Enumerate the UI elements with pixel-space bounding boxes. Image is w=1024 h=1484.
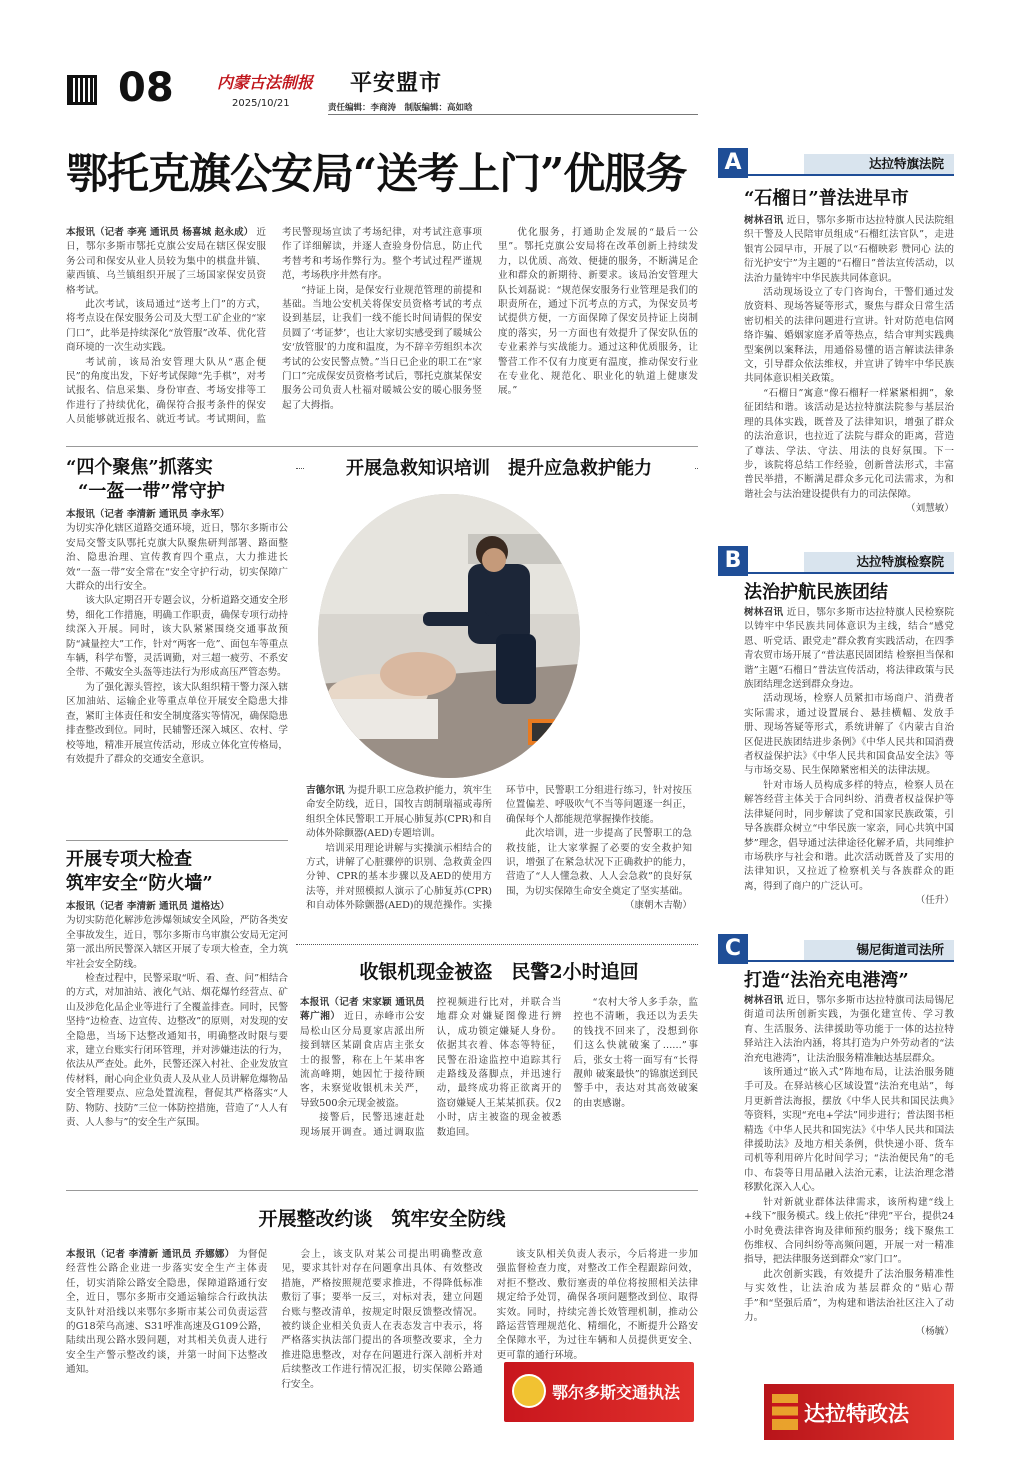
col-b-title: 法治护航民族团结 [744,582,888,603]
col-a-letter: A [718,148,748,178]
col-a-paragraph: 近日，鄂尔多斯市达拉特旗人民法院组织干警及人民陪审员组成“石榴红法官队”，走进银宵公园早市，开展了以“石榴映彩 赞同心 法的衍光护安宁”为主题的“石榴日”普法宣传活动，以法治力量铸牢中华民族共同体意识。 [744,215,954,284]
cash-headline: 收银机现金被盗 民警2小时追回 [359,961,639,983]
rectify-byline: 本报讯（记者 李清新 通讯员 乔娜娜） [66,1249,235,1260]
banner-right [764,1384,954,1440]
banner-left-text: 鄂尔多斯交通执法 [552,1383,681,1402]
col-b-body [744,606,954,930]
masthead-rule [328,114,698,115]
cash-body [300,996,698,1170]
first-aid-photo [318,494,580,778]
section-title: 平安盟市 [350,71,443,96]
article-four-focus [66,456,288,870]
banner-right-text: 达拉特政法 [804,1402,909,1426]
rectify-paragraph: 为督促经营性公路企业进一步落实安全生产主体责任，切实消除公路安全隐患，保障道路通行安全，近日，鄂尔多斯市交通运输综合行政执法支队针对沿线以来鄂尔多斯市某公司负责运营的G18荣乌高速、S31呼准高速及G109公路，陆续出现公路水毁问题，对其相关负责人进行安全生产警示整改约谈，并第一时间下达整改通知。 [66,1249,268,1376]
col-c-label: 锡尼街道司法所 [804,940,954,960]
col-b-paragraph: 近日，鄂尔多斯市达拉特旗人民检察院以铸牢中华民族共同体意识为主线，结合“感党恩、听党话、跟党走”群众教育实践活动，在四季青农贸市场开展了“普法惠民固团结 检察担当保和谐”主题“石榴日”普法宣传活动，将法律政策与民族团结理念送到群众身边。 [744,607,954,691]
four-focus-paragraph: 该大队定期召开专题会议，分析道路交通安全形势，细化工作措施，明确工作职责，确保专项行动持续深入开展。同时，该大队紧紧围绕交通事故预防“减量控大”工作，针对“两客一危”、面包车等重点车辆，科学布警，灵活调勤，对三超一疲劳、不系安全带、不戴安全头盔等违法行为形成高压严管态势。 [66,595,288,679]
col-c-paragraph: 近日，鄂尔多斯市达拉特旗司法局锡尼街道司法所创新实践，为强化建宣传、学习教育、生活服务、法律援助等功能于一体的达拉特驿站注入法治内涵，将其打造为户外劳动者的“法治充电港湾”，让法治服务精准触达基层群众。 [744,995,954,1064]
col-b-byline: 树林召讯 [744,607,784,618]
first-aid-signature: （康朝木吉勒） [624,900,692,912]
col-b-rule [748,572,954,574]
bottom-rule [66,1190,698,1191]
lead-paragraph: 考试前，该局治安管理大队从“惠企便民”的角度出发，下好考试保障“先手棋”，对考试报名、信息采集、身份审查、考场安排等工作进行了持续优化，确保符合报考条件的保安人员能够就近报名、就近考试。考试期间，监考民警现场宣读了考场纪律，对考试注意事项作了详细解读，并逐人查验身份信息，防止代考替考和考场作弊行为。整个考试过程严谨规范，考场秩序井然有序。 [66,227,482,426]
first-aid-paragraph: 培训采用理论讲解与实操演示相结合的方式，讲解了心脏骤停的识别、急救黄金四分钟、CPR的基本步骤以及AED的使用方法等，并对照模拟人演示了心肺复苏(CPR)和自动体外除颤器(AED)的规范操作。实操环节中，民警职工分组进行练习，针对按压位置偏差、呼吸吹气不当等问题逐一纠正，确保每个人都能规范掌握操作技能。 [306,785,692,912]
col-c-header [718,934,954,964]
cpr-training-photo-icon [318,494,580,778]
banner-left [504,1362,694,1422]
lead-headline: 鄂托克旗公安局“送考上门”优服务 [66,149,687,198]
issue-date: 2025/10/21 [232,98,290,109]
pagoda-icon [772,1394,798,1430]
col-a-title: “石榴日”普法进早市 [744,188,909,209]
col-c-title: 打造“法治充电港湾” [744,970,909,991]
cash-paragraph: “农村大爷人多手杂，监控也不清晰，我还以为丢失的钱找不回来了，没想到你们这么快就破案了……”事后，张女士将一面写有“长得靓帅 破案最快”的锦旗送到民警手中，表达对其高效破案的由衷感谢。 [573,997,698,1109]
rectify-paragraph: 会上，该支队对某公司提出明确整改意见，要求其针对存在问题拿出具体、有效整改措施，严格按照规范要求推进，不得降低标准敷衍了事；要举一反三，对标对表，建立问题台账与整改清单，按规定时限反馈整改情况。被约谈企业相关负责人在表态发言中表示，将严格落实执法部门提出的各项整改要求，全力推进隐患整改，对存在问题进行深入剖析并对后续整改工作进行情况汇报，切实保障公路通行安全。 [281,1249,483,1390]
cash-paragraph: 接警后，民警迅速赶赴现场展开调查。通过调取监控视频进行比对，并联合当地群众对嫌疑图像进行辨认，成功锁定嫌疑人身份。依据其衣着、体态等特征，民警在沿途监控中追踪其行走路线及落脚点，并迅速行动，最终成功将正欲离开的盗窃嫌疑人王某某抓获。仅2小时，店主被盗的现金被悉数追回。 [300,997,562,1138]
col-c-byline: 树林召讯 [744,995,784,1006]
emblem-icon [512,1374,546,1408]
four-focus-body [66,508,288,870]
first-aid-frame-bottom [296,944,698,945]
fire-title-2: 筑牢安全“防火墙” [66,873,213,894]
lead-paragraph: 近日，鄂尔多斯市鄂托克旗公安局在辖区保安服务公司和保安从业人员较为集中的棋盘井镇、蒙西镇、乌兰镇组织开展了三场国家保安员资格考试。 [66,227,266,296]
lead-body [66,226,698,436]
lead-paragraph: “持证上岗，是保安行业规范管理的前提和基础。当地公安机关将保安员资格考试的考点设到基层，让我们一线不能长时间请假的保安员圆了‘考证梦’，也让大家切实感受到了暖城公安‘放管服’的力度和温度，为不辞辛劳组织本次考试的公安民警点赞。”当日已企业的职工在“家门口”完成保安员资格考试后，鄂托克旗某保安服务公司负责人杜福对暖城公安的暖心服务竖起了大拇指。 [282,284,482,411]
cash-paragraph: 近日，赤峰市公安局松山区分局夏家店派出所接到辖区某副食店店主张女士的报警，称在上午某串客流高峰期，她因忙于接待顾客，未察觉收银机未关严，导致500余元现金被盗。 [300,1011,425,1109]
col-b-paragraph: 针对市场人员构成多样的特点，检察人员在解答经营主体关于合同纠纷、消费者权益保护等法律疑问时，同步解读了党和国家民族政策，引导各族群众树立“中华民族一家亲，同心共筑中国梦”理念，倡导通过法律途径化解矛盾，共同维护市场秩序与社会和谐。此次活动既普及了实用的法律知识，又拉近了检察机关与各族群众的距离，得到了商户的广泛认可。 [744,779,954,892]
col-b-signature: （任升） [915,895,954,907]
col-a-paragraph: 活动现场设立了专门咨询台，干警们通过发放资料、现场答疑等形式，聚焦与群众日常生活密切相关的法律问题进行宣讲。针对防范电信网络诈骗、婚姻家庭矛盾等热点，结合审判实践典型案例以案释法，用通俗易懂的语言解读法律条文，引导群众依法维权，并宣讲了铸牢中华民族共同体意识相关政策。 [744,287,954,385]
first-aid-paragraph: 为提升职工应急救护能力，筑牢生命安全防线，近日，国牧吉朗制瑞福或毒所组织全体民警职工开展心肺复苏(CPR)和自动体外除颤器(AED)专题培训。 [306,785,492,840]
first-aid-paragraph: 此次培训，进一步提高了民警职工的急救技能，让大家掌握了必要的安全救护知识，增强了在紧急状况下正确救护的能力，营造了“人人懂急救、人人会急救”的良好氛围，为切实保障生命安全奠定了坚实基础。 [506,828,692,897]
page-number: 08 [118,65,174,111]
rectify-paragraph: 该支队相关负责人表示，今后将进一步加强监督检查力度，对整改工作全程跟踪问效，对拒不整改、敷衍塞责的单位将按照相关法律规定给予处罚，确保各项问题整改到位、取得实效。同时，持续完善长效管理机制，推动公路运营管理规范化、精细化，不断提升公路安全保障水平，为过往车辆和人员提供更安全、更可靠的通行环境。 [496,1249,698,1361]
paper-name: 内蒙古法制报 [217,73,314,92]
col-c-body [744,994,954,1360]
col-a-rule [748,174,954,176]
col-a-byline: 树林召讯 [744,215,784,226]
four-focus-paragraph: 为切实净化辖区道路交通环境，近日，鄂尔多斯市公安局交警支队鄂托克旗大队聚焦研判部署、路面整治、隐患治理、宣传教育四个重点，大力推进长效“一盔一带”安全常在“安全守护行动，切实保障广大群众的出行安全。 [66,523,288,593]
first-aid-byline: 吉德尔讯 [306,785,345,796]
cash-byline: 本报讯（记者 宋家颖 通讯员 蒋广湘） [300,997,425,1023]
lead-paragraph: 此次考试，该局通过“送考上门”的方式，将考点设在保安服务公司及大型工矿企业的“家门口”，此举是持续深化“放管服”改革、优化营商环境的一次生动实践。 [66,299,266,354]
four-focus-paragraph: 为了强化源头管控，该大队组织精干警力深入辖区加油站、运输企业等重点单位开展安全隐患大排查，紧盯主体责任和安全制度落实等情况，确保隐患排查整改到位。同时，民辅警还深入城区、农村、学校等地，精准开展宣传活动，形成立体化宣传格局，有效提升了群众的交通安全意识。 [66,681,288,765]
left-rule-1 [66,840,288,841]
qr-code-icon [67,75,97,105]
rectify-headline: 开展整改约谈 筑牢安全防线 [258,1208,506,1230]
fire-byline: 本报讯（记者 李清新 通讯员 道格达） [66,901,230,912]
editor-credits: 责任编辑：李商涛 制版编辑：高如晗 [328,103,473,113]
col-c-rule [748,960,954,962]
col-b-header [718,546,954,576]
col-c-signature: （杨毓） [915,1326,954,1338]
lead-paragraph: 优化服务，打通助企发展的“最后一公里”。鄂托克旗公安局将在改革创新上持续发力，以优质、高效、便捷的服务，不断满足企业和群众的新期待、新要求。该局治安管理大队长刘磊说：“规范保安服务行业管理是我们的职责所在，通过下沉考点的方式，为保安员考试提供方便，一方面保障了保安员持证上岗制度的落实，另一方面也有效提升了保安队伍的专业素养与实战能力。通过这种优质服务，让警营工作不仅有力度更有温度，推动保安行业在专业化、规范化、职业化的轨道上健康发展。” [498,227,698,397]
article-fire [66,848,288,1210]
col-c-letter: C [718,934,748,964]
four-focus-byline: 本报讯（记者 李清新 通讯员 李永军） [66,509,230,520]
col-b-letter: B [718,546,748,576]
four-focus-title-2: “一盔一带”常守护 [78,481,225,502]
col-b-paragraph: 活动现场，检察人员紧扣市场商户、消费者实际需求，通过设置展台、悬挂横幅、发放手册、现场答疑等形式，系统讲解了《内蒙古自治区促进民族团结进步条例》《中华人民共和国消费者权益保护法》《中华人民共和国食品安全法》等与市场交易、民生保障紧密相关的法律法规。 [744,693,954,777]
col-a-body [744,214,954,542]
col-b-label: 达拉特旗检察院 [804,552,954,572]
col-a-signature: （刘慧敏） [906,503,954,515]
lead-rule [66,446,698,447]
col-a-paragraph: “石榴日”寓意“像石榴籽一样紧紧相拥”，象征团结和谐。该活动是达拉特旗法院参与基层治理的具体实践，既普及了法律知识，增强了群众的法治意识，也拉近了法院与群众的距离，营造了尊法、学法、守法、用法的良好氛围。下一步，该院将总结工作经验，创新普法形式，丰富普民举措，不断满足群众多元化司法需求，为和谐社会与法治建设提供有力的司法保障。 [744,387,954,500]
col-c-paragraph: 该所通过“嵌入式”阵地布局，让法治服务随手可及。在驿站核心区域设置“法治充电站”，每月更新普法海报，摆放《中华人民共和国民法典》等资料，实现“充电+学法”同步进行；普法图书柜精选《中华人民共和国宪法》《中华人民共和国法律援助法》及地方相关条例，供快递小哥、货车司机等利用碎片化时间学习；“法治便民角”的毛巾、布袋等日用品融入法治元素，让法治理念潜移默化深入人心。 [744,1067,954,1194]
first-aid-headline: 开展急救知识培训 提升应急救护能力 [304,456,694,482]
lead-byline: 本报讯（记者 李亮 通讯员 杨喜城 赵永成） [66,227,254,238]
col-a-header [718,148,954,178]
col-c-paragraph: 针对新就业群体法律需求，该所构建“线上+线下”服务模式。线上依托“律兜”平台，提供24小时免费法律咨询及律师预约服务；线下聚焦工伤维权、合同纠纷等高频问题，开展一对一精准指导，把法律服务送到群众“家门口”。 [744,1196,954,1266]
four-focus-title-1: “四个聚焦”抓落实 [66,457,213,478]
fire-title-1: 开展专项大检查 [66,849,192,870]
fire-paragraph: 检查过程中，民警采取“听、看、查、问”相结合的方式，对加油站、液化气站、烟花爆竹经营点、矿山及涉危化品企业等进行了全覆盖排查。同时，民警坚持“边检查、边宣传、边整改”的原则，对发现的安全隐患，当场下达整改通知书，明确整改时限与要求，建立台账实行闭环管理，并对涉嫌违法的行为，依法从严查处。此外，民警还深入村社、企业发放宣传材料，耐心向企业负责人及从业人员讲解危爆物品安全管理要点、应急处置流程，督促其严格落实“人防、物防、技防”三位一体防控措施，营造了“人人有责、人人参与”的安全生产氛围。 [66,973,288,1129]
col-a-label: 达拉特旗法院 [804,154,954,174]
masthead [0,0,1024,120]
first-aid-body [306,784,692,928]
col-c-paragraph: 此次创新实践，有效提升了法治服务精准性与实效性，让法治成为基层群众的“贴心帮手”和“坚强后盾”，为构建和谐法治社区注入了动力。 [744,1268,954,1323]
fire-body [66,900,288,1210]
fire-paragraph: 为切实防范化解涉危涉爆领域安全风险，严防各类安全事故发生，近日，鄂尔多斯市乌审旗公安局无定河第一派出所民警深入辖区开展了专项大检查，全力筑牢社会安全防线。 [66,915,288,970]
